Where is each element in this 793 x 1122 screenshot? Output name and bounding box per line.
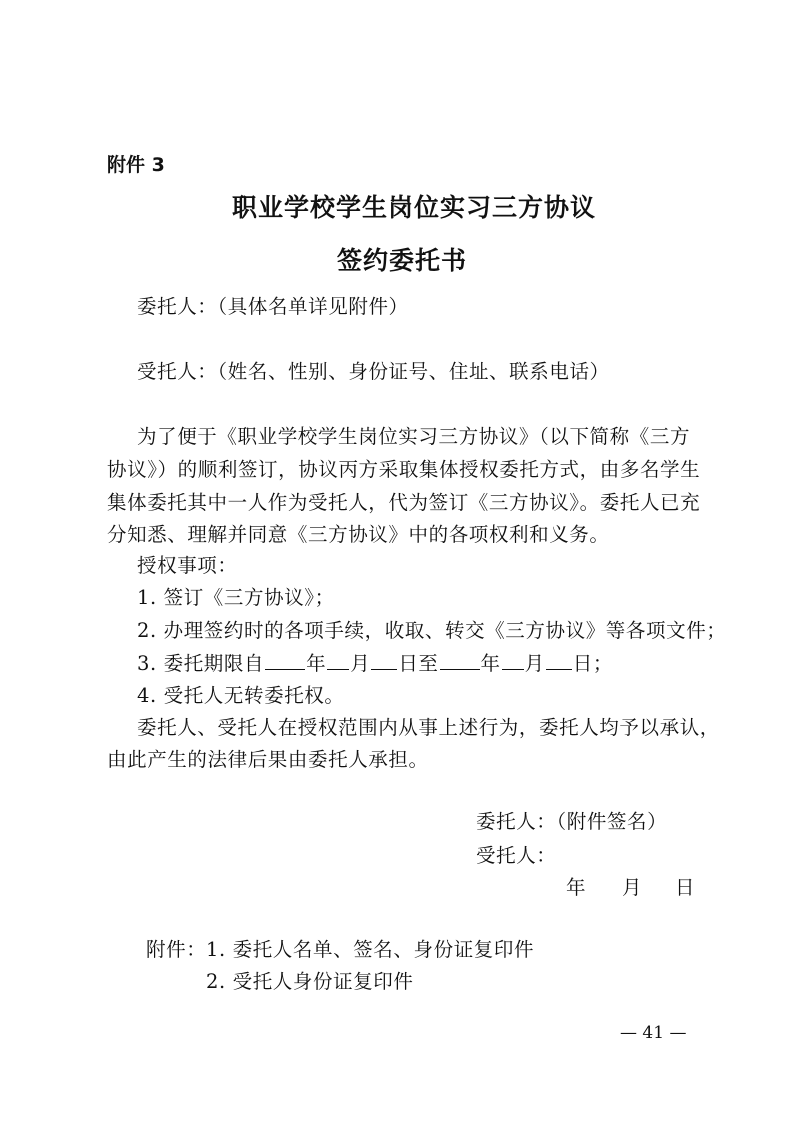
- signature-principal: 委托人：（附件签名）: [476, 810, 668, 833]
- agent-line: 受托人：（姓名、性别、身份证号、住址、联系电话）: [137, 360, 610, 383]
- signature-agent: 受托人：: [476, 844, 557, 867]
- attachment-label: 附件 3: [107, 154, 165, 176]
- auth-item-3: [137, 648, 613, 676]
- year-label: 年: [306, 652, 327, 675]
- auth-item-1: 1. 签订《三方协议》；: [137, 586, 335, 609]
- intro-line-2: 协议》）的顺利签订，协议丙方采取集体授权委托方式，由多名学生: [107, 458, 701, 481]
- attachment-item-2: 2. 受托人身份证复印件: [206, 970, 414, 993]
- signature-date-day: 日: [675, 876, 696, 899]
- title-line-2: 签约委托书: [337, 246, 468, 275]
- auth-item-4: 4. 受托人无转委托权。: [137, 684, 345, 707]
- day-to-label: 日至: [398, 652, 439, 675]
- auth-heading: 授权事项：: [137, 554, 238, 577]
- blank-end-year: [440, 651, 480, 670]
- intro-line-4: 分知悉、理解并同意《三方协议》中的各项权利和义务。: [107, 523, 610, 546]
- blank-start-year: [265, 651, 305, 670]
- intro-line-1: 为了便于《职业学校学生岗位实习三方协议》（以下简称《三方: [137, 425, 691, 448]
- blank-start-day: [371, 651, 397, 670]
- year-label-2: 年: [480, 652, 501, 675]
- day-end-label: 日；: [572, 652, 613, 675]
- closing-line-1: 委托人、受托人在授权范围内从事上述行为，委托人均予以承认，: [137, 716, 720, 739]
- attachment-item-1: 1. 委托人名单、签名、身份证复印件: [206, 938, 535, 961]
- signature-date-year: 年: [566, 876, 587, 899]
- principal-line: 委托人：（具体名单详见附件）: [137, 295, 409, 318]
- attachments-label: 附件：: [146, 938, 207, 961]
- blank-end-month: [502, 651, 524, 670]
- auth-item-2: 2. 办理签约时的各项手续，收取、转交《三方协议》等各项文件；: [137, 619, 727, 642]
- term-prefix: 3. 委托期限自: [137, 652, 265, 675]
- page-number: — 41 —: [620, 1023, 687, 1043]
- title-line-1: 职业学校学生岗位实习三方协议: [232, 193, 597, 222]
- signature-date-month: 月: [622, 876, 643, 899]
- intro-line-3: 集体委托其中一人作为受托人，代为签订《三方协议》。委托人已充: [107, 491, 701, 514]
- month-label: 月: [350, 652, 371, 675]
- closing-line-2: 由此产生的法律后果由委托人承担。: [107, 748, 429, 771]
- blank-end-day: [546, 651, 572, 670]
- month-label-2: 月: [524, 652, 545, 675]
- blank-start-month: [327, 651, 349, 670]
